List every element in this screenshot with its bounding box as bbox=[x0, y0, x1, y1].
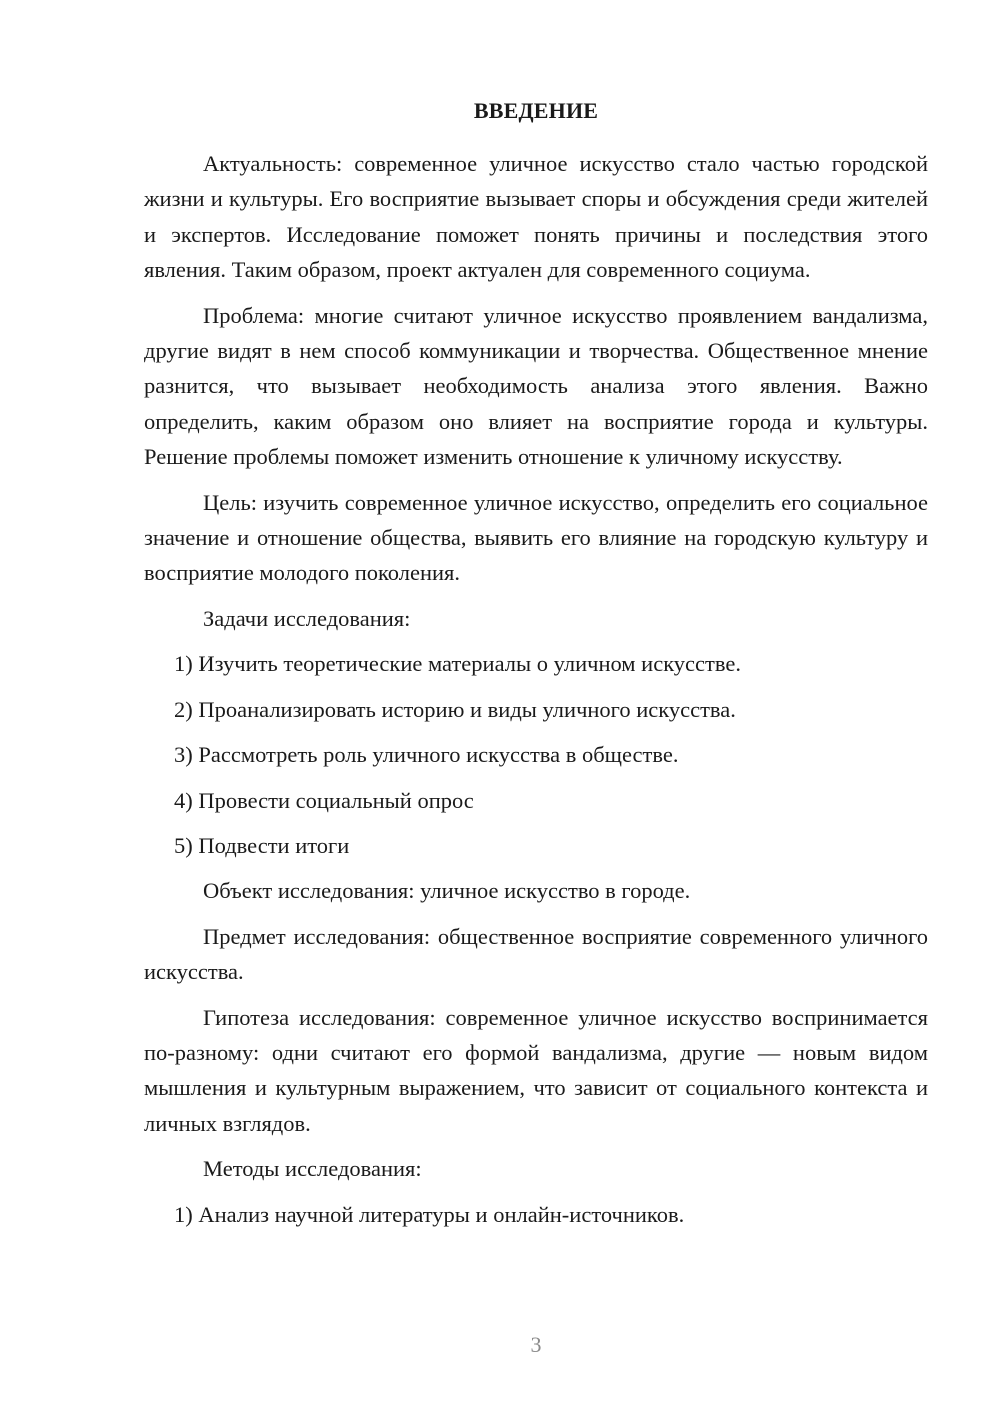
problem-paragraph: Проблема: многие считают уличное искусство проявлением вандализма, другие видят в нем способ коммуникации и творчества. Общественное мнение разнится, что вызывает необходимость анализа этого явления. Важно определить, каким образом оно влияет на восприятие города и культуры. Решение проблемы поможет изменить отношение к уличному искусству. bbox=[144, 302, 928, 470]
object-paragraph: Объект исследования: уличное искусство в городе. bbox=[203, 878, 691, 904]
list-item: 5) Подвести итоги bbox=[174, 832, 350, 858]
methods-heading: Методы исследования: bbox=[203, 1156, 422, 1182]
goal-paragraph: Цель: изучить современное уличное искусство, определить его социальное значение и отношение общества, выявить его влияние на городскую культуру и восприятие молодого поколения. bbox=[144, 489, 928, 586]
methods-list bbox=[144, 1197, 928, 1232]
list-item: 3) Рассмотреть роль уличного искусства в обществе. bbox=[174, 742, 679, 768]
list-item: 4) Провести социальный опрос bbox=[174, 787, 474, 813]
list-item: 1) Анализ научной литературы и онлайн-источников. bbox=[174, 1201, 685, 1227]
hypothesis-paragraph: Гипотеза исследования: современное уличное искусство воспринимается по-разному: одни считают его формой вандализма, другие — новым видом мышления и культурным выражением, что зависит от социального контекста и личных взглядов. bbox=[144, 1004, 928, 1136]
relevance-paragraph: Актуальность: современное уличное искусство стало частью городской жизни и культуры. Его восприятие вызывает споры и обсуждения среди жителей и экспертов. Исследование поможет понять причины и последствия этого явления. Таким образом, проект актуален для современного социума. bbox=[144, 151, 928, 283]
tasks-list bbox=[144, 646, 928, 863]
list-item: 2) Проанализировать историю и виды уличного искусства. bbox=[174, 696, 736, 722]
subject-paragraph: Предмет исследования: общественное восприятие современного уличного искусства. bbox=[144, 923, 928, 985]
tasks-heading: Задачи исследования: bbox=[203, 605, 411, 631]
section-title: ВВЕДЕНИЕ bbox=[473, 98, 599, 123]
page-content bbox=[144, 96, 928, 1242]
list-item: 1) Изучить теоретические материалы о уличном искусстве. bbox=[174, 651, 741, 677]
page-number: 3 bbox=[530, 1332, 542, 1357]
